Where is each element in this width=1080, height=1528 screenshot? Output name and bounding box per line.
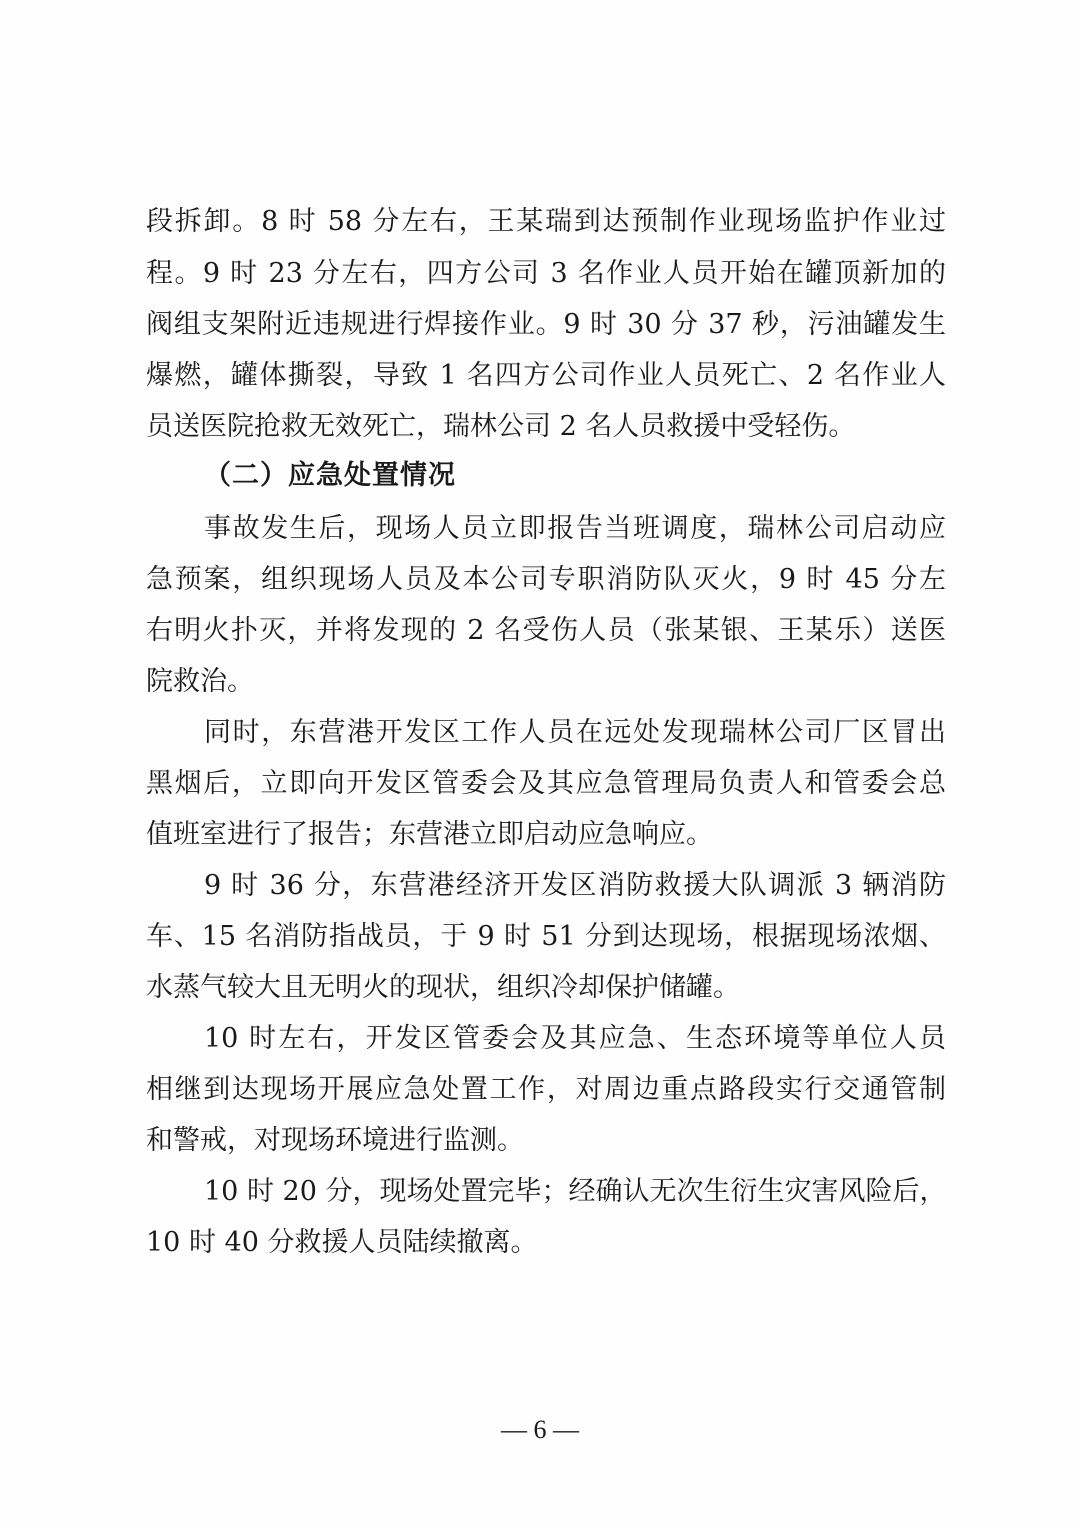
text-line: 黑烟后，立即向开发区管委会及其应急管理局负责人和管委会总: [146, 768, 946, 799]
text-line: 和警戒，对现场环境进行监测。: [146, 1125, 524, 1156]
section-heading: （二）应急处置情况: [204, 460, 456, 491]
text-line: 10 时左右，开发区管委会及其应急、生态环境等单位人员: [204, 1023, 946, 1054]
text-line: 车、15 名消防指战员，于 9 时 51 分到达现场，根据现场浓烟、: [146, 921, 946, 952]
text-line: 10 时 20 分，现场处置完毕；经确认无次生衍生灾害风险后，: [204, 1176, 947, 1207]
page-number: — 6 —: [501, 1415, 579, 1444]
text-line: 段拆卸。8 时 58 分左右，王某瑞到达预制作业现场监护作业过: [146, 206, 946, 237]
text-line: 急预案，组织现场人员及本公司专职消防队灭火，9 时 45 分左: [146, 564, 946, 595]
text-line: 值班室进行了报告；东营港立即启动应急响应。: [146, 819, 713, 850]
text-line: 事故发生后，现场人员立即报告当班调度，瑞林公司启动应: [204, 513, 946, 544]
text-line: 右明火扑灭，并将发现的 2 名受伤人员（张某银、王某乐）送医: [146, 615, 946, 646]
text-line: 同时，东营港开发区工作人员在远处发现瑞林公司厂区冒出: [204, 717, 946, 748]
text-line: 相继到达现场开展应急处置工作，对周边重点路段实行交通管制: [146, 1074, 946, 1105]
text-line: 员送医院抢救无效死亡，瑞林公司 2 名人员救援中受轻伤。: [146, 411, 856, 442]
text-line: 10 时 40 分救援人员陆续撤离。: [146, 1227, 538, 1258]
text-line: 程。9 时 23 分左右，四方公司 3 名作业人员开始在罐顶新加的: [146, 258, 946, 289]
text-line: 阀组支架附近违规进行焊接作业。9 时 30 分 37 秒，污油罐发生: [146, 309, 946, 340]
text-line: 院救治。: [146, 666, 254, 697]
text-line: 9 时 36 分，东营港经济开发区消防救援大队调派 3 辆消防: [204, 870, 946, 901]
text-line: 水蒸气较大且无明火的现状，组织冷却保护储罐。: [146, 972, 740, 1003]
text-line: 爆燃，罐体撕裂，导致 1 名四方公司作业人员死亡、2 名作业人: [146, 360, 946, 391]
